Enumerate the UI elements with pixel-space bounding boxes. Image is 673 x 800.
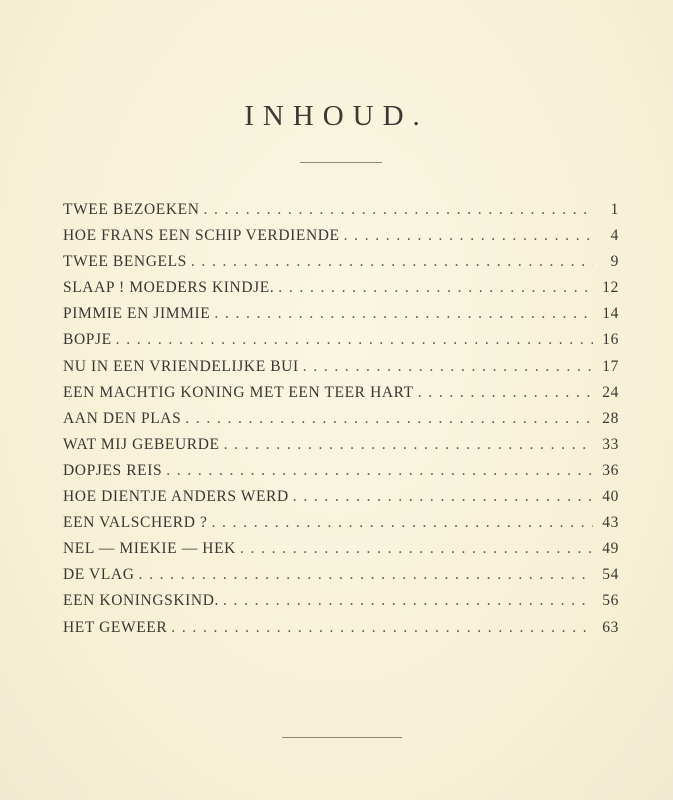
dot-leader bbox=[185, 410, 593, 428]
toc-entry-title: TWEE BEZOEKEN bbox=[63, 201, 200, 218]
dot-leader bbox=[171, 619, 593, 637]
toc-entry-title: NEL — MIEKIE — HEK bbox=[63, 540, 236, 558]
toc-entry-title: TWEE BENGELS bbox=[63, 253, 187, 271]
toc-entry-title: AAN DEN PLAS bbox=[63, 409, 182, 427]
toc-entry bbox=[63, 305, 619, 331]
toc-entry-page: 33 bbox=[602, 435, 619, 453]
dot-leader bbox=[223, 592, 593, 610]
toc-entry-title: PIMMIE EN JIMMIE bbox=[63, 305, 211, 323]
toc-entry-title: HET GEWEER bbox=[63, 618, 168, 636]
dot-leader bbox=[214, 305, 593, 323]
toc-entry-title: WAT MIJ GEBEURDE bbox=[63, 435, 220, 453]
toc-entry-page: 43 bbox=[602, 514, 619, 532]
toc-entry bbox=[63, 566, 619, 592]
toc-entry-page: 54 bbox=[602, 566, 619, 584]
dot-leader bbox=[293, 488, 593, 506]
toc-entry-page: 14 bbox=[602, 305, 619, 323]
toc-entry bbox=[63, 540, 619, 566]
toc-entry-page: 28 bbox=[602, 409, 619, 427]
dot-leader bbox=[191, 253, 593, 271]
dot-leader bbox=[278, 279, 593, 297]
toc-entry-title: NU IN EEN VRIENDELIJKE BUI bbox=[63, 357, 299, 375]
dot-leader bbox=[418, 384, 593, 402]
dot-leader bbox=[116, 331, 593, 349]
toc-entry-page: 40 bbox=[602, 488, 619, 506]
toc-entry-page: 24 bbox=[602, 383, 619, 401]
page-title: INHOUD. bbox=[244, 100, 429, 132]
toc-entry bbox=[63, 619, 619, 645]
dot-leader bbox=[204, 201, 594, 219]
toc-entry bbox=[63, 592, 619, 618]
toc-entry-page: 17 bbox=[602, 357, 619, 375]
toc-entry-page: 56 bbox=[602, 592, 619, 610]
toc-entry bbox=[63, 331, 619, 357]
title-divider bbox=[300, 162, 382, 163]
bottom-divider bbox=[282, 737, 402, 738]
table-of-contents bbox=[63, 201, 619, 645]
dot-leader bbox=[224, 436, 593, 454]
toc-entry-title: EEN KONINGSKIND. bbox=[63, 592, 219, 610]
toc-entry bbox=[63, 227, 619, 253]
dot-leader bbox=[240, 540, 593, 558]
toc-entry-page: 36 bbox=[602, 461, 619, 479]
toc-entry bbox=[63, 279, 619, 305]
toc-entry-title: DE VLAG bbox=[63, 566, 135, 584]
toc-entry-title: SLAAP ! MOEDERS KINDJE. bbox=[63, 279, 275, 297]
toc-entry bbox=[63, 462, 619, 488]
toc-entry bbox=[63, 358, 619, 384]
toc-entry-title: EEN VALSCHERD ? bbox=[63, 514, 208, 532]
toc-entry-title: DOPJES REIS bbox=[63, 461, 163, 479]
toc-entry-title: BOPJE bbox=[63, 331, 112, 349]
toc-entry bbox=[63, 436, 619, 462]
toc-entry bbox=[63, 488, 619, 514]
toc-entry-page: 1 bbox=[610, 201, 619, 218]
toc-entry bbox=[63, 253, 619, 279]
dot-leader bbox=[166, 462, 593, 480]
dot-leader bbox=[303, 358, 593, 376]
dot-leader bbox=[212, 514, 594, 532]
toc-entry bbox=[63, 384, 619, 410]
toc-entry-page: 16 bbox=[602, 331, 619, 349]
dot-leader bbox=[139, 566, 593, 584]
toc-entry bbox=[63, 201, 619, 227]
toc-entry-title: HOE DIENTJE ANDERS WERD bbox=[63, 488, 289, 506]
toc-entry-title: HOE FRANS EEN SCHIP VERDIENDE bbox=[63, 227, 340, 245]
dot-leader bbox=[344, 227, 593, 245]
toc-entry-page: 63 bbox=[602, 618, 619, 636]
toc-entry-page: 9 bbox=[610, 253, 619, 271]
toc-entry-title: EEN MACHTIG KONING MET EEN TEER HART bbox=[63, 383, 414, 401]
toc-entry bbox=[63, 410, 619, 436]
toc-entry bbox=[63, 514, 619, 540]
toc-entry-page: 12 bbox=[602, 279, 619, 297]
toc-entry-page: 4 bbox=[610, 227, 619, 245]
toc-entry-page: 49 bbox=[602, 540, 619, 558]
